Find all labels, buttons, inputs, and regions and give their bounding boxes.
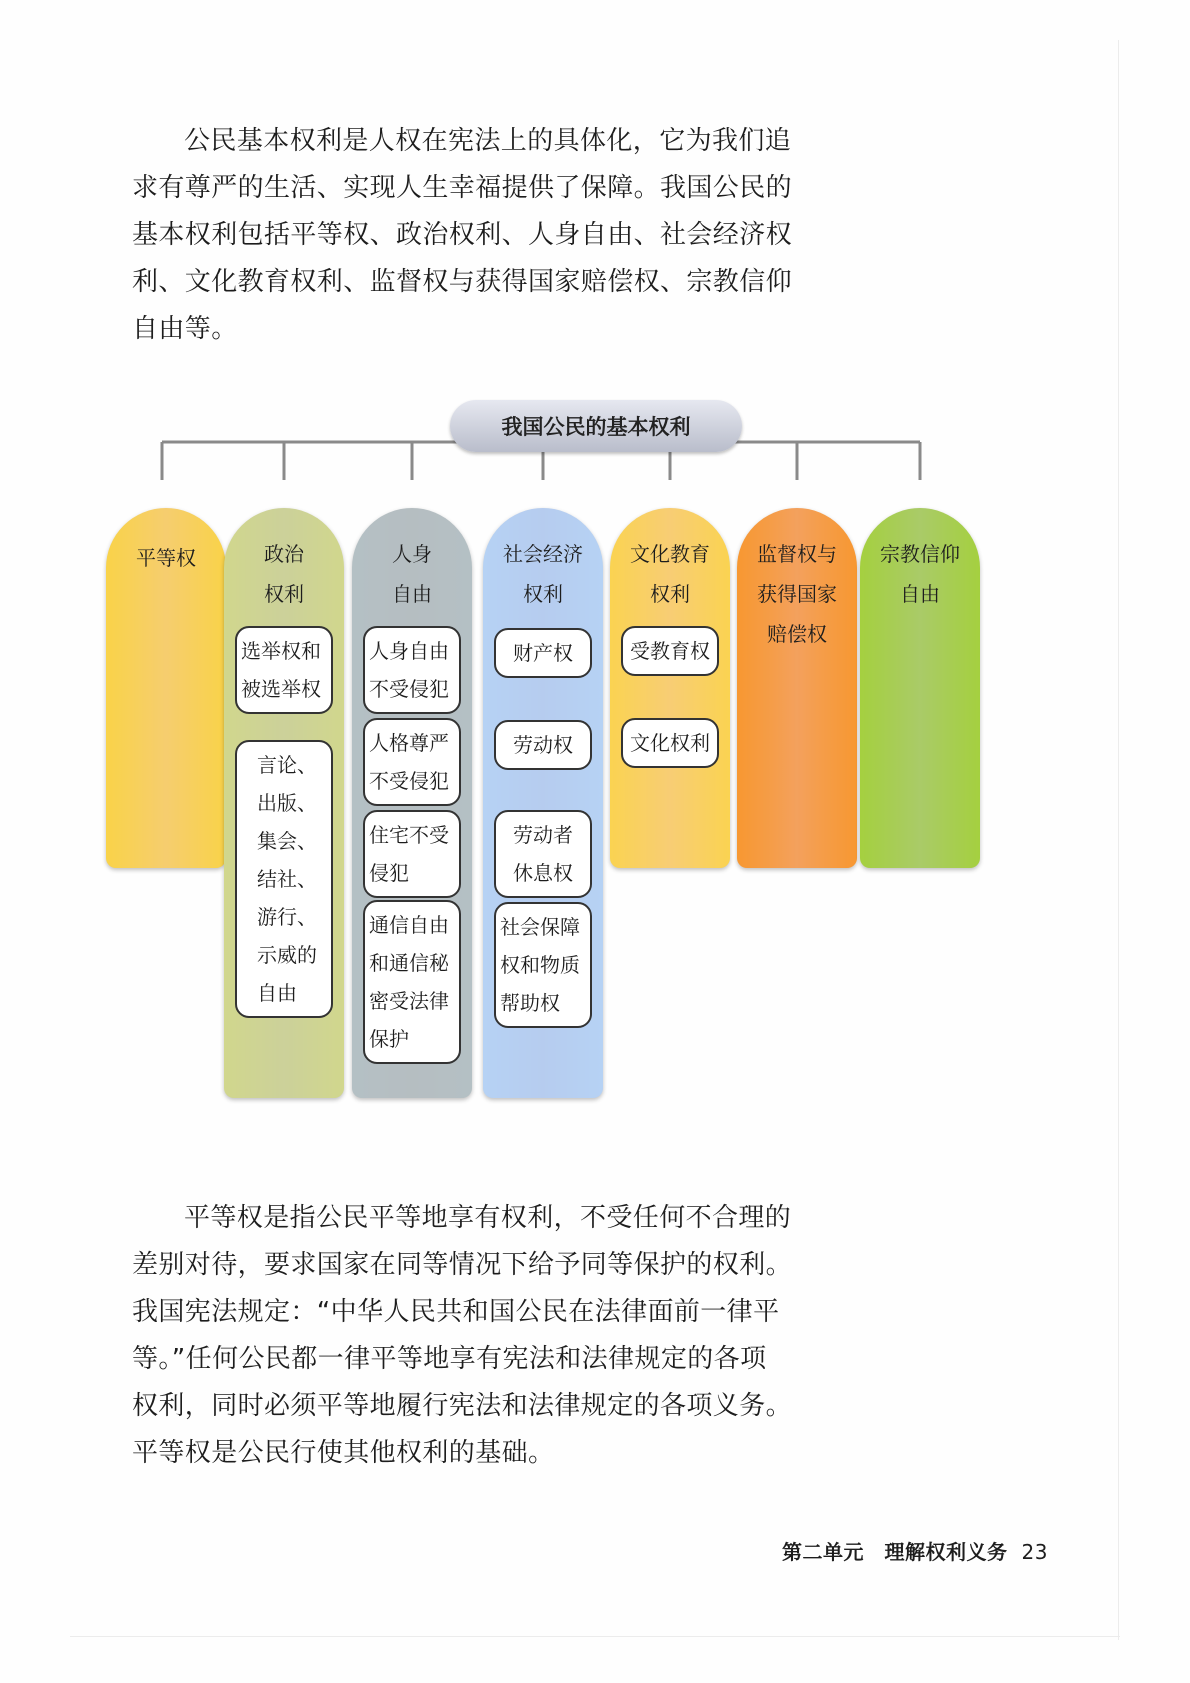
text-line: 求有尊严的生活、实现人生幸福提供了保障。我国公民的 [132, 173, 793, 203]
text-line: 自由等。 [132, 314, 238, 344]
column-title: 政治 权利 [264, 542, 304, 606]
column-title: 社会经济 权利 [503, 542, 583, 606]
column-title: 宗教信仰 自由 [880, 542, 960, 606]
right-box: 人身自由 不受侵犯 [363, 626, 461, 714]
right-box: 文化权利 [621, 718, 719, 768]
page-number: 23 [1021, 1540, 1048, 1564]
text-line: 平等权是指公民平等地享有权利，不受任何不合理的 [184, 1203, 792, 1233]
text-line: 平等权是公民行使其他权利的基础。 [132, 1438, 555, 1468]
right-box: 通信自由 和通信秘 密受法律 保护 [363, 900, 461, 1064]
right-box: 住宅不受 侵犯 [363, 810, 461, 898]
right-box: 劳动者 休息权 [494, 810, 592, 898]
page-edge [1118, 40, 1119, 1640]
page-edge [70, 1636, 1120, 1637]
right-box: 受教育权 [621, 626, 719, 676]
column-supervision-compensation-rights [737, 508, 857, 868]
right-box: 劳动权 [494, 720, 592, 770]
column-title: 平等权 [136, 546, 196, 570]
text-line: 利、文化教育权利、监督权与获得国家赔偿权、宗教信仰 [132, 267, 793, 297]
text-line: 公民基本权利是人权在宪法上的具体化，它为我们追 [184, 126, 792, 156]
column-political-rights [224, 508, 344, 1098]
text-line: 等。”任何公民都一律平等地享有宪法和法律规定的各项 [132, 1344, 767, 1374]
right-box: 社会保障 权和物质 帮助权 [494, 902, 592, 1028]
right-box: 选举权和 被选举权 [235, 626, 333, 714]
right-box: 人格尊严 不受侵犯 [363, 718, 461, 806]
column-personal-freedom [352, 508, 472, 1098]
text-line: 我国宪法规定：“中华人民共和国公民在法律面前一律平 [132, 1297, 780, 1327]
right-box: 言论、 出版、 集会、 结社、 游行、 示威的 自由 [235, 740, 333, 1018]
column-cultural-educational-rights [610, 508, 730, 868]
diagram-root: 我国公民的基本权利 [450, 400, 742, 452]
page-footer [782, 1536, 1048, 1565]
rights-diagram [100, 400, 1070, 1160]
unit-title: 第二单元 理解权利义务 [782, 1540, 1008, 1564]
column-socio-economic-rights [483, 508, 603, 1098]
right-box: 财产权 [494, 628, 592, 678]
column-religious-freedom [860, 508, 980, 868]
text-line: 基本权利包括平等权、政治权利、人身自由、社会经济权 [132, 220, 793, 250]
intro-paragraph [132, 118, 818, 353]
equality-paragraph [132, 1195, 818, 1477]
column-title: 人身 自由 [392, 542, 432, 606]
text-line: 差别对待，要求国家在同等情况下给予同等保护的权利。 [132, 1250, 793, 1280]
column-equality [106, 508, 226, 868]
text-line: 权利，同时必须平等地履行宪法和法律规定的各项义务。 [132, 1391, 793, 1421]
column-title: 监督权与 获得国家 赔偿权 [757, 542, 837, 646]
column-title: 文化教育 权利 [630, 542, 710, 606]
